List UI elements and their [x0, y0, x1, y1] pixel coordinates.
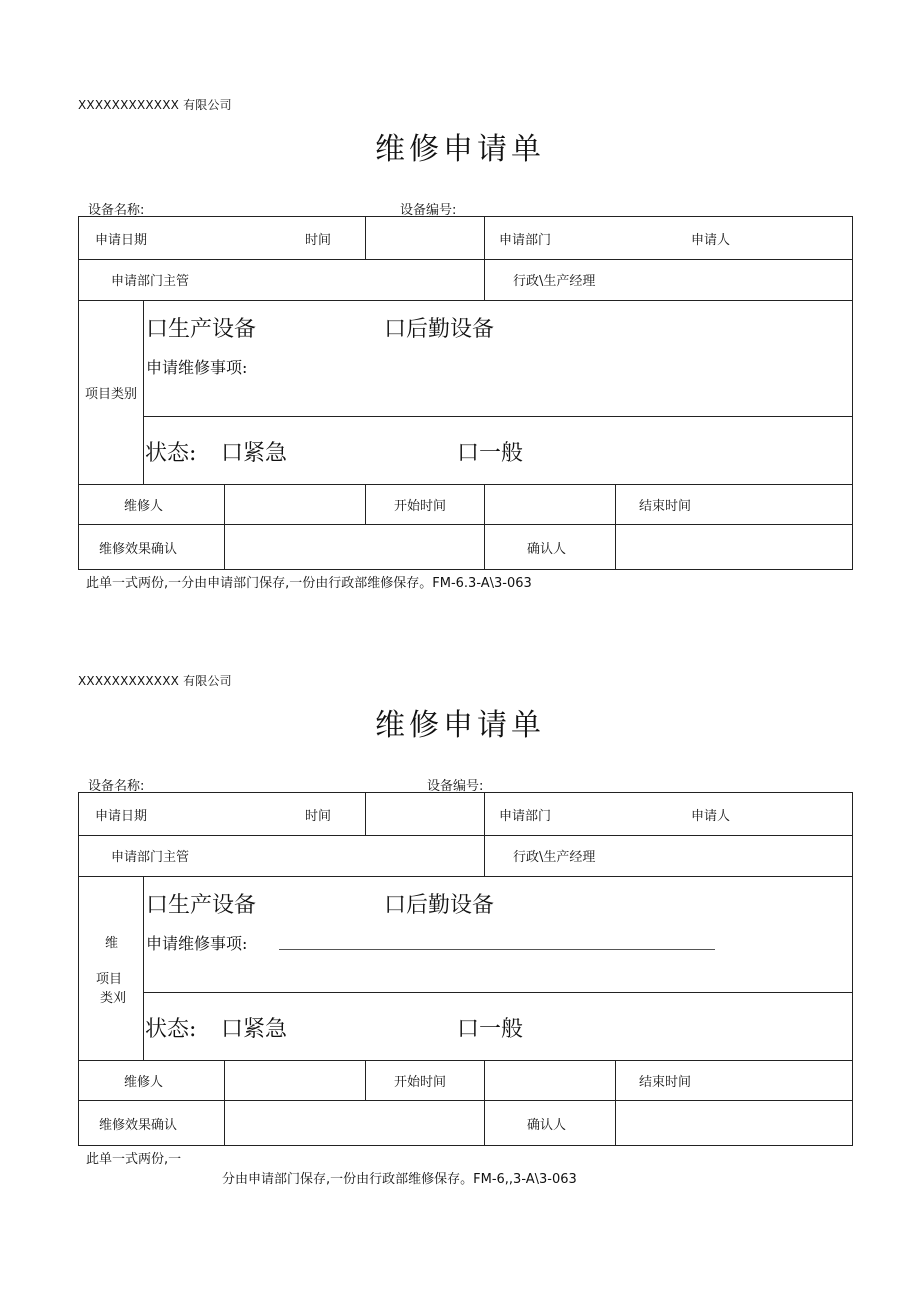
- start-time-label: 开始时间: [394, 498, 447, 514]
- status-normal-option[interactable]: 口一般: [457, 440, 524, 466]
- category-label-line1: 维: [105, 935, 119, 951]
- status-urgent-option[interactable]: 口紧急: [221, 440, 288, 466]
- time-label: 时间: [305, 232, 332, 248]
- device-number-label: 设备编号:: [427, 779, 484, 794]
- repair-items-label: 申请维修事项:: [146, 357, 248, 377]
- admin-manager-label: 行政\生产经理: [513, 850, 596, 865]
- option-production-equipment[interactable]: 口生产设备: [146, 316, 257, 342]
- time-field[interactable]: [365, 793, 484, 835]
- form-footer-note-line2: 分由申请部门保存,一份由行政部维修保存。FM-6,,3-A\3-063: [222, 1172, 577, 1187]
- repair-items-label: 申请维修事项:: [146, 933, 248, 953]
- company-name: XXXXXXXXXXXX 有限公司: [78, 674, 232, 688]
- device-number-label: 设备编号:: [400, 203, 457, 218]
- form-footer-note-line1: 此单一式两份,一: [86, 1152, 182, 1167]
- option-production-equipment[interactable]: 口生产设备: [146, 892, 257, 918]
- admin-manager-label: 行政\生产经理: [513, 274, 596, 289]
- device-name-label: 设备名称:: [88, 779, 145, 794]
- apply-date-label: 申请日期: [95, 808, 148, 824]
- status-label: 状态:: [145, 440, 197, 466]
- apply-dept-label: 申请部门: [499, 232, 552, 248]
- form-footer-note: 此单一式两份,一分由申请部门保存,一份由行政部维修保存。FM-6.3-A\3-063: [86, 576, 532, 591]
- repairer-label: 维修人: [124, 1074, 164, 1090]
- end-time-label: 结束时间: [639, 498, 692, 514]
- applicant-label: 申请人: [691, 232, 731, 248]
- form-title: 维修申请单: [375, 708, 545, 743]
- status-normal-option[interactable]: 口一般: [457, 1016, 524, 1042]
- category-label-line3: 类刈: [100, 990, 127, 1006]
- company-name: XXXXXXXXXXXX 有限公司: [78, 98, 232, 112]
- effect-confirm-label: 维修效果确认: [99, 1117, 178, 1133]
- end-time-label: 结束时间: [639, 1074, 692, 1090]
- device-name-label: 设备名称:: [88, 203, 145, 218]
- effect-confirm-label: 维修效果确认: [99, 541, 178, 557]
- apply-date-label: 申请日期: [95, 232, 148, 248]
- dept-supervisor-label: 申请部门主管: [111, 850, 190, 865]
- time-label: 时间: [305, 808, 332, 824]
- dept-supervisor-label: 申请部门主管: [111, 274, 190, 289]
- applicant-label: 申请人: [691, 808, 731, 824]
- repair-items-input-line[interactable]: [279, 949, 715, 950]
- form-table: [78, 792, 853, 1146]
- option-logistics-equipment[interactable]: 口后勤设备: [384, 892, 495, 918]
- option-logistics-equipment[interactable]: 口后勤设备: [384, 316, 495, 342]
- category-label-line2: 项目: [96, 971, 123, 987]
- start-time-label: 开始时间: [394, 1074, 447, 1090]
- confirmer-label: 确认人: [527, 1117, 567, 1133]
- status-label: 状态:: [145, 1016, 197, 1042]
- repairer-label: 维修人: [124, 498, 164, 514]
- apply-dept-label: 申请部门: [499, 808, 552, 824]
- form-title: 维修申请单: [375, 132, 545, 167]
- category-label: 项目类别: [84, 386, 137, 402]
- confirmer-label: 确认人: [527, 541, 567, 557]
- status-urgent-option[interactable]: 口紧急: [221, 1016, 288, 1042]
